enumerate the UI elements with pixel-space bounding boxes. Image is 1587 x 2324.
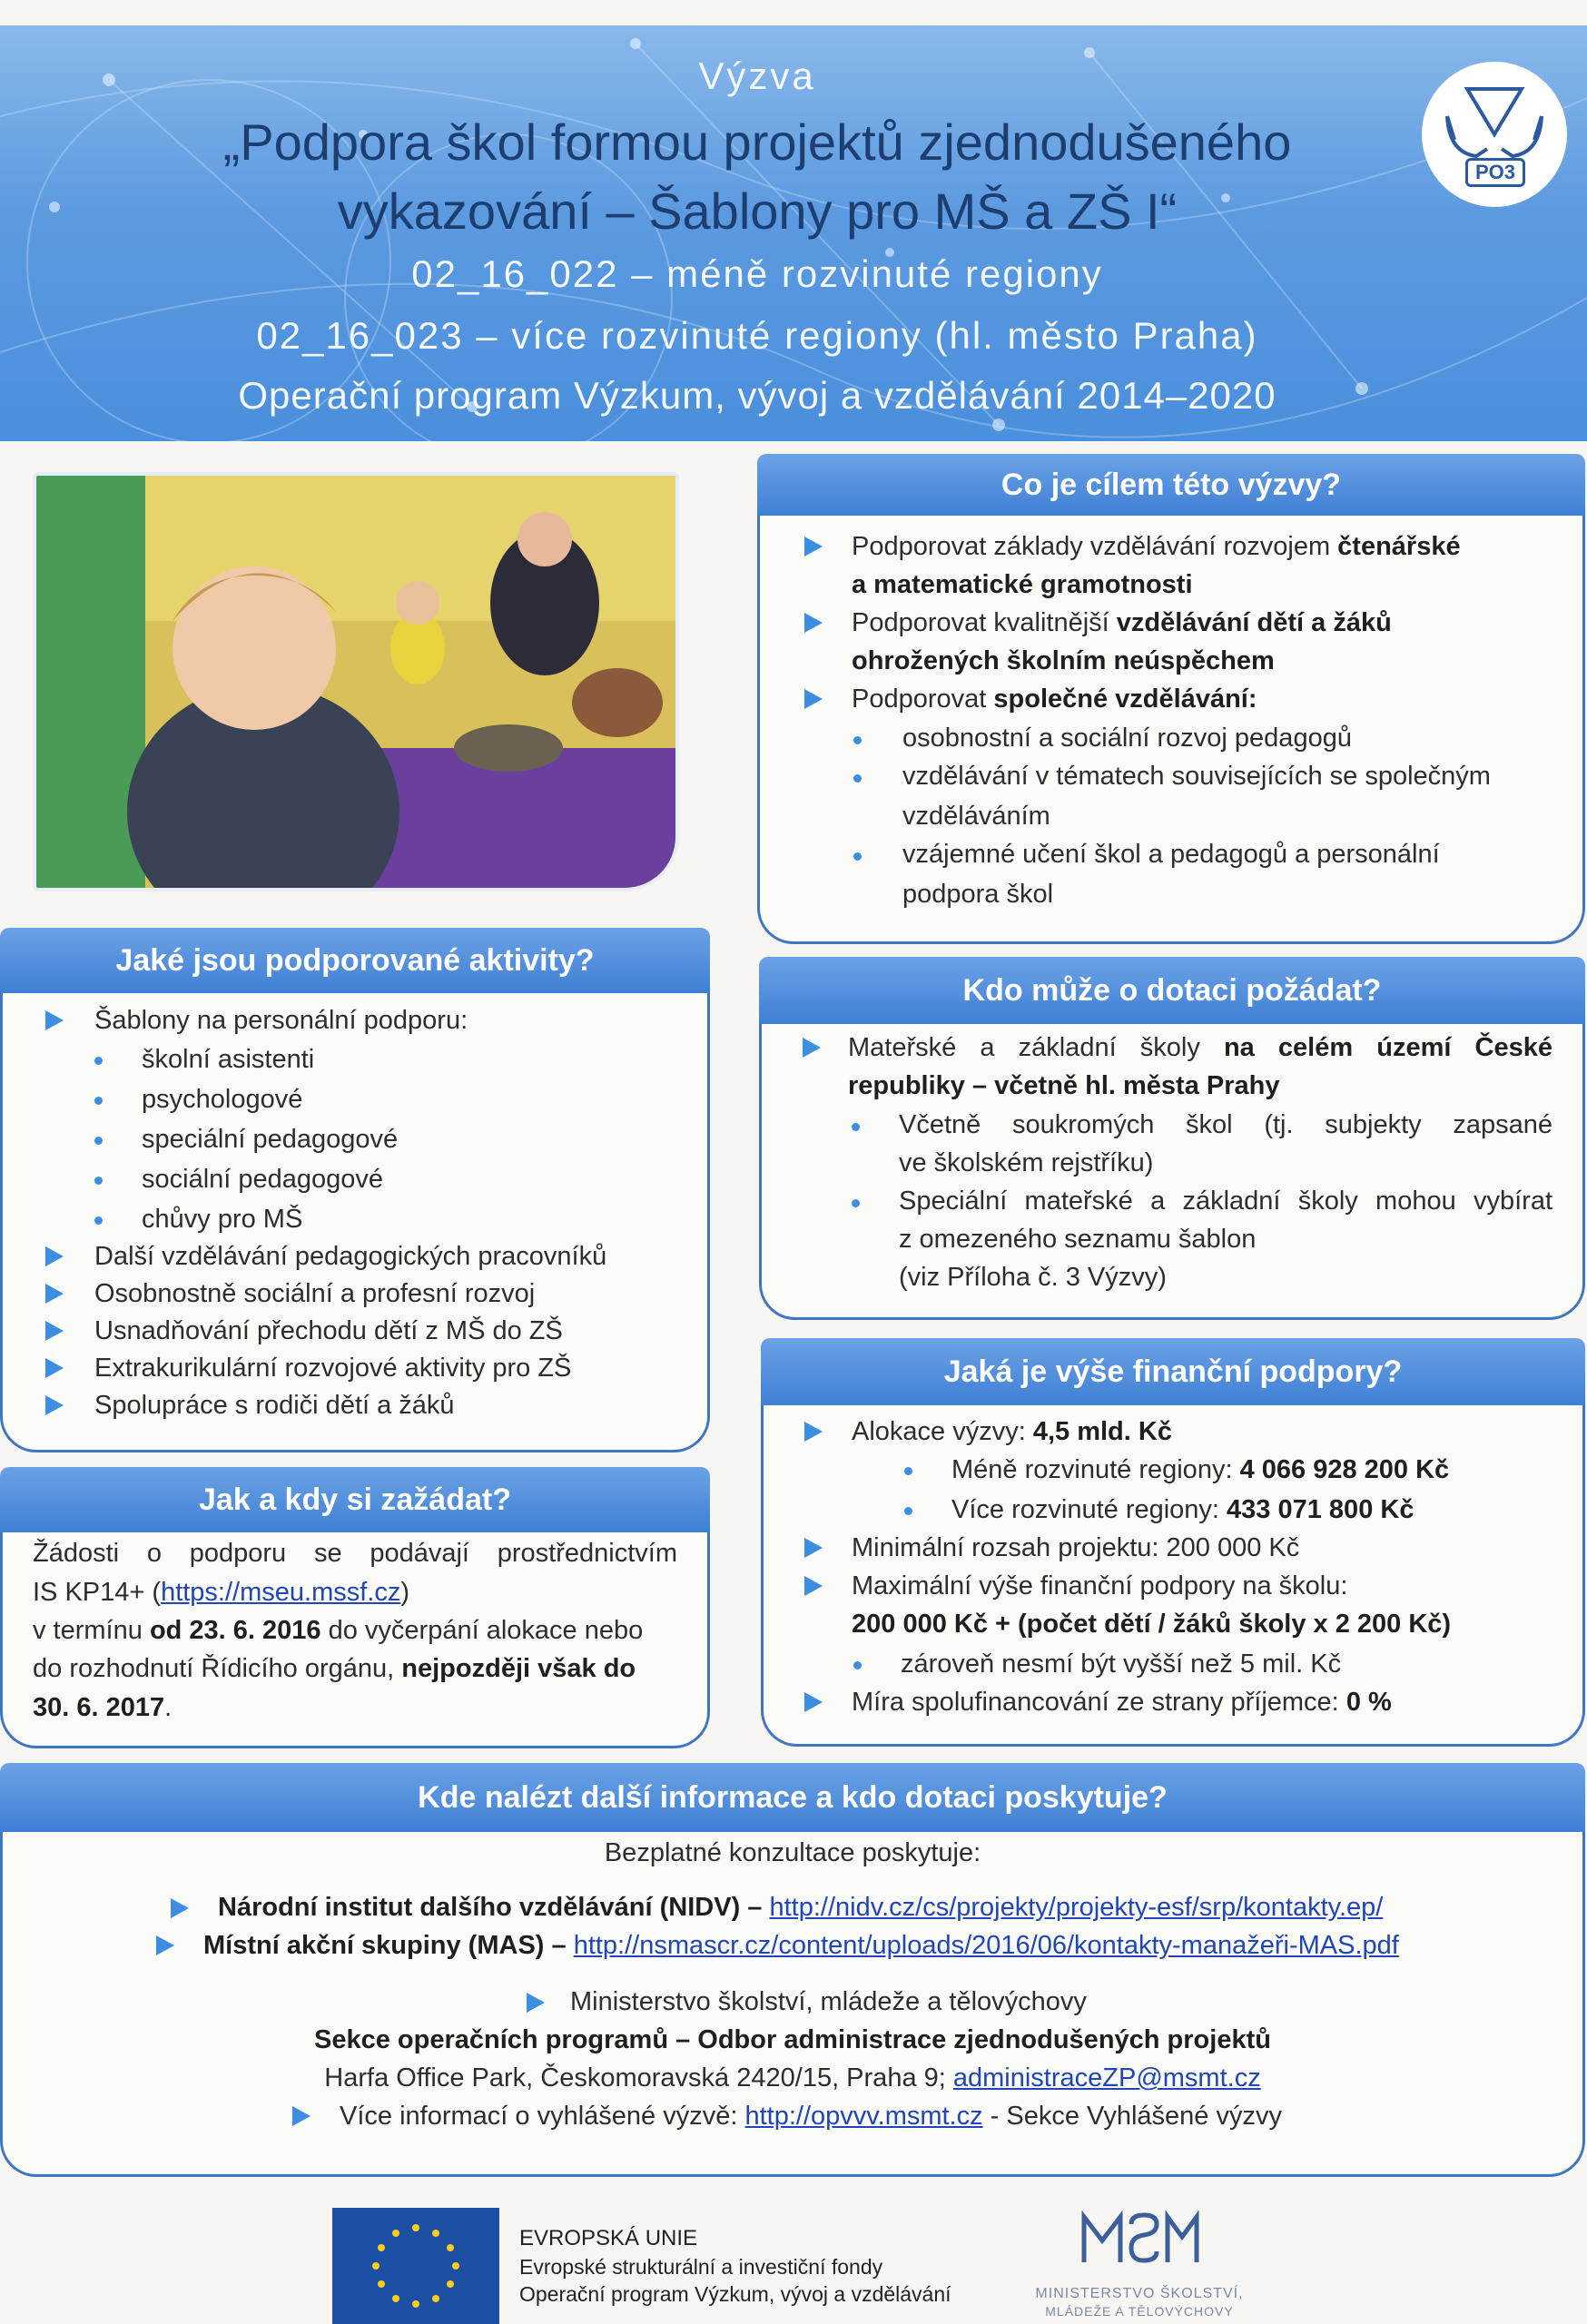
info-free-consultations: Bezplatné konzultace poskytuje: xyxy=(604,1838,981,1867)
bullet-arrow xyxy=(156,1935,174,1955)
info-ministry: Ministerstvo školství, mládeže a tělovýchovy xyxy=(570,1987,1087,2016)
bullet-dot xyxy=(853,774,862,783)
info-more: Více informací o vyhlášené výzvě: http://opvvv.msmt.cz - Sekce Vyhlášené výzvy xyxy=(340,2102,1282,2131)
info-nidv: Národní institut dalšího vzdělávání (NIDV) – http://nidv.cz/cs/projekty/projekty-esf/srp/kontakty.ep/ xyxy=(218,1893,1384,1922)
bullet-arrow xyxy=(804,1538,823,1558)
finance-formula: 200 000 Kč + (počet dětí / žáků školy x 2 200 Kč) xyxy=(852,1610,1452,1639)
bullet-arrow xyxy=(804,537,823,556)
goal-heading: Co je cílem této výzvy? xyxy=(757,454,1585,516)
who-sub-2-cont: z omezeného seznamu šablon xyxy=(899,1225,1257,1254)
who-sub-1-cont: ve školském rejstříku) xyxy=(899,1148,1154,1177)
goal-sub-3: vzájemné učení škol a pedagogů a personální xyxy=(902,840,1440,869)
who-line-1: Mateřské a základní školy na celém území České xyxy=(848,1033,1552,1062)
info-mas: Místní akční skupiny (MAS) – http://nsmascr.cz/content/uploads/2016/06/kontakty-manažeři-MAS.pdf xyxy=(203,1931,1399,1960)
finance-maximum: Maximální výše finanční podpory na školu: xyxy=(852,1571,1348,1600)
bullet-arrow xyxy=(45,1010,64,1030)
mseu-link[interactable]: https://mseu.mssf.cz xyxy=(161,1578,401,1607)
bullet-dot xyxy=(904,1467,912,1475)
header-label: Výzva xyxy=(698,54,816,97)
goal-item-2-cont: ohrožených školním neúspěchem xyxy=(852,646,1275,675)
activity-item: Další vzdělávání pedagogických pracovníků xyxy=(94,1242,607,1271)
bullet-arrow xyxy=(45,1321,64,1341)
bullet-arrow xyxy=(803,1038,821,1058)
who-sub-2-note: (viz Příloha č. 3 Výzvy) xyxy=(899,1263,1167,1292)
staff-item: školní asistenti xyxy=(142,1045,315,1074)
eu-program: Operační program Výzkum, vývoj a vzdělávání xyxy=(519,2282,951,2306)
bullet-dot xyxy=(94,1057,103,1065)
bullet-dot xyxy=(94,1216,103,1225)
bullet-dot xyxy=(853,736,862,744)
bullet-arrow xyxy=(171,1898,189,1918)
mas-link[interactable]: http://nsmascr.cz/content/uploads/2016/06/kontakty-manažeři-MAS.pdf xyxy=(573,1931,1399,1960)
finance-allocation: Alokace výzvy: 4,5 mld. Kč xyxy=(852,1417,1172,1446)
activity-item: Extrakurikulární rozvojové aktivity pro ZŠ xyxy=(94,1354,572,1383)
header-region-1: 02_16_022 – méně rozvinuté regiony xyxy=(411,252,1103,295)
staff-item: psychologové xyxy=(142,1085,303,1114)
finance-more-developed: Více rozvinuté regiony: 433 071 800 Kč xyxy=(951,1495,1414,1524)
goal-item-3: Podporovat společné vzdělávání: xyxy=(852,684,1257,714)
finance-heading: Jaká je výše finanční podpory? xyxy=(761,1338,1585,1405)
bullet-arrow xyxy=(45,1358,64,1378)
activities-heading: Jaké jsou podporované aktivity? xyxy=(0,928,710,993)
nidv-link[interactable]: http://nidv.cz/cs/projekty/projekty-esf/srp/kontakty.ep/ xyxy=(769,1893,1384,1922)
bullet-dot xyxy=(94,1177,103,1185)
bullet-dot xyxy=(904,1507,912,1515)
goal-item-2: Podporovat kvalitnější vzdělávání dětí a žáků xyxy=(852,608,1392,637)
bullet-arrow xyxy=(804,1422,823,1442)
po3-label: PO3 xyxy=(1465,158,1525,187)
finance-cofinancing: Míra spolufinancování ze strany příjemce: 0 % xyxy=(852,1688,1392,1717)
bullet-arrow xyxy=(45,1395,64,1415)
info-section: Sekce operačních programů – Odbor administrace zjednodušených projektů xyxy=(314,2025,1271,2054)
who-sub-1: Včetně soukromých škol (tj. subjekty zapsané xyxy=(899,1110,1552,1139)
msmt-name-1: MINISTERSTVO ŠKOLSTVÍ, xyxy=(1035,2286,1244,2301)
bullet-arrow xyxy=(292,2106,310,2126)
how-line-3: v termínu od 23. 6. 2016 do vyčerpání alokace nebo xyxy=(33,1616,644,1645)
how-heading: Jak a kdy si zažádat? xyxy=(0,1467,710,1532)
eu-flag-icon xyxy=(332,2208,499,2324)
goal-item-1-cont: a matematické gramotnosti xyxy=(852,570,1193,599)
bullet-dot xyxy=(94,1137,103,1145)
activity-item: Spolupráce s rodiči dětí a žáků xyxy=(94,1391,455,1420)
children-photo xyxy=(33,472,679,891)
staff-item: chůvy pro MŠ xyxy=(142,1205,303,1234)
bullet-arrow xyxy=(45,1284,64,1304)
bullet-dot xyxy=(852,1199,860,1207)
how-line-2: IS KP14+ (https://mseu.mssf.cz) xyxy=(33,1578,410,1607)
how-line-5: 30. 6. 2017. xyxy=(33,1693,172,1722)
activity-item: Osobnostně sociální a profesní rozvoj xyxy=(94,1279,536,1308)
msmt-logo xyxy=(1026,2208,1253,2324)
bullet-arrow xyxy=(804,1692,823,1712)
po3-logo xyxy=(1422,62,1567,207)
header-program: Operační program Výzkum, vývoj a vzdělávání 2014–2020 xyxy=(238,374,1276,417)
bullet-dot xyxy=(853,1661,862,1669)
who-line-2: republiky – včetně hl. města Prahy xyxy=(848,1071,1280,1100)
who-sub-2: Speciální mateřské a základní školy mohou vybírat xyxy=(899,1187,1552,1216)
bullet-arrow xyxy=(527,1993,545,2013)
bullet-dot xyxy=(852,1123,860,1131)
bullet-arrow xyxy=(45,1246,64,1266)
bullet-arrow xyxy=(804,1576,823,1596)
finance-less-developed: Méně rozvinuté regiony: 4 066 928 200 Kč xyxy=(951,1455,1450,1484)
finance-limit: zároveň nesmí být vyšší než 5 mil. Kč xyxy=(901,1649,1342,1679)
goal-sub-3-cont: podpora škol xyxy=(902,880,1054,909)
header-region-2: 02_16_023 – více rozvinuté regiony (hl. město Praha) xyxy=(256,314,1258,357)
info-heading: Kde nalézt další informace a kdo dotaci poskytuje? xyxy=(0,1763,1585,1832)
header-title-1: „Podpora škol formou projektů zjednodušeného xyxy=(222,113,1292,171)
header-banner xyxy=(0,25,1587,441)
activity-item: Usnadňování přechodu dětí z MŠ do ZŠ xyxy=(94,1316,563,1345)
bullet-dot xyxy=(853,852,862,861)
msmt-name-2: MLÁDEŽE A TĚLOVÝCHOVY xyxy=(1045,2304,1234,2319)
how-line-1: Žádosti o podporu se podávají prostřednictvím xyxy=(33,1539,677,1568)
bullet-arrow xyxy=(804,689,823,709)
activities-intro: Šablony na personální podporu: xyxy=(94,1006,468,1035)
finance-minimum: Minimální rozsah projektu: 200 000 Kč xyxy=(852,1533,1300,1562)
msmt-logo-icon xyxy=(1026,2208,1253,2280)
eu-funds: Evropské strukturální a investiční fondy xyxy=(519,2255,883,2279)
email-link[interactable]: administraceZP@msmt.cz xyxy=(952,2063,1261,2093)
staff-item: sociální pedagogové xyxy=(142,1165,384,1194)
staff-item: speciální pedagogové xyxy=(142,1125,399,1154)
goal-sub-2: vzdělávání v tématech souvisejících se společným xyxy=(902,762,1491,791)
who-heading: Kdo může o dotaci požádat? xyxy=(759,957,1585,1024)
how-line-4: do rozhodnutí Řídicího orgánu, nejpozději však do xyxy=(33,1654,636,1683)
goal-sub-1: osobnostní a sociální rozvoj pedagogů xyxy=(902,724,1352,753)
bullet-dot xyxy=(94,1097,103,1105)
goal-item-1: Podporovat základy vzdělávání rozvojem čtenářské xyxy=(852,532,1461,561)
bullet-arrow xyxy=(804,613,823,633)
eu-title: EVROPSKÁ UNIE xyxy=(519,2226,698,2250)
opvvv-link[interactable]: http://opvvv.msmt.cz xyxy=(744,2102,983,2131)
goal-sub-2-cont: vzděláváním xyxy=(902,802,1050,831)
info-address: Harfa Office Park, Českomoravská 2420/15, Praha 9; administraceZP@msmt.cz xyxy=(324,2063,1261,2093)
header-title-2: vykazování – Šablony pro MŠ a ZŠ I“ xyxy=(337,182,1178,240)
